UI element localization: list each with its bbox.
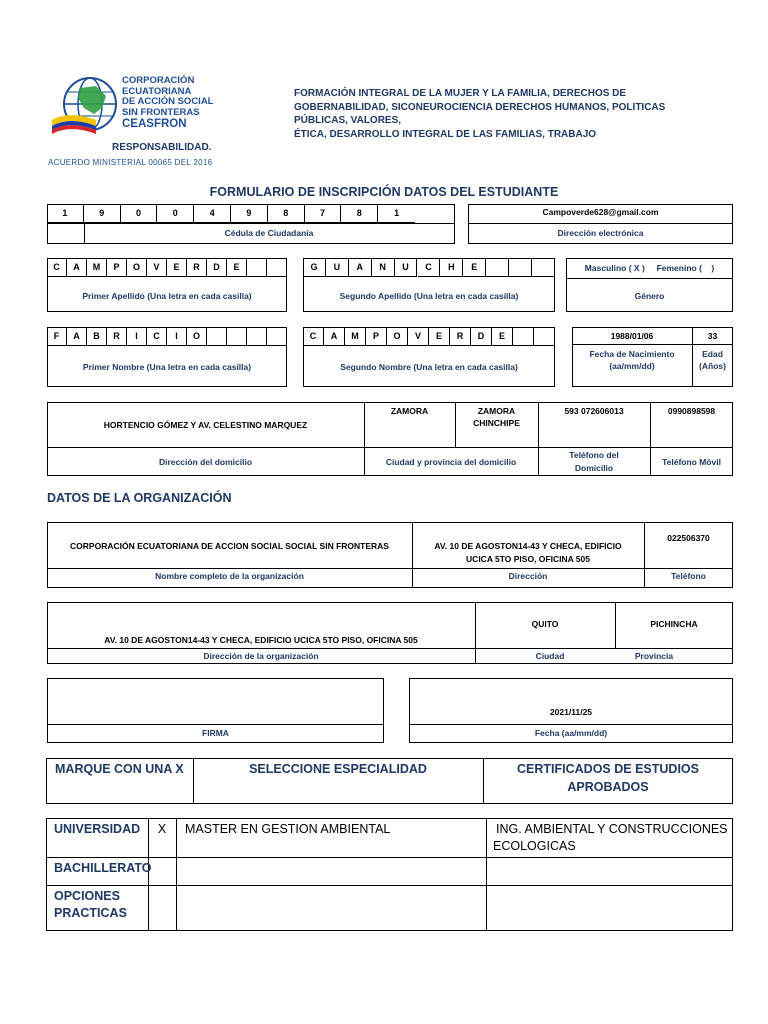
id-digit-cell[interactable]: 9 [84,204,121,223]
home-province-value[interactable]: ZAMORA [477,406,516,416]
gender-options[interactable]: Masculino ( X ) Femenino ( ) [584,263,715,273]
org-city-label: Ciudad [535,651,565,661]
level-highschool: BACHILLERATO [54,861,152,875]
name1-letter-cell[interactable]: C [147,327,167,346]
description-line: ÉTICA, DESARROLLO INTEGRAL DE LAS FAMILIAS, TRABAJO [294,128,597,140]
id-digit-cell[interactable]: 8 [341,204,378,223]
name2-letter-cell[interactable]: D [471,327,492,346]
mark-header: MARQUE CON UNA X [55,762,184,776]
surname1-letter-cell[interactable]: D [207,258,227,277]
name2-letter-cell[interactable]: E [492,327,513,346]
name2-letter-cell[interactable]: A [324,327,345,346]
org-address-value-2: UCICA 5TO PISO, OFICINA 505 [466,554,590,564]
surname2-letter-cell[interactable]: N [372,258,395,277]
org-phone-value[interactable]: 022506370 [667,533,710,543]
id-digit-cell[interactable]: 8 [268,204,305,223]
certificate-cell-highschool[interactable] [486,858,733,885]
org-phone-label: Teléfono [671,571,706,581]
surname1-letter-cell[interactable]: A [67,258,87,277]
level-practical-2: PRACTICAS [54,906,127,920]
name1-letter-cell[interactable] [267,327,287,346]
name1-letter-cell[interactable]: I [167,327,187,346]
signature-date-value[interactable]: 2021/11/25 [549,707,593,717]
id-digit-cell[interactable]: 0 [157,204,194,223]
specialty-cell-university[interactable]: MASTER EN GESTION AMBIENTAL [185,822,391,836]
org-name-value[interactable]: CORPORACIÓN ECUATORIANA DE ACCION SOCIAL SOCIAL SIN FRONTERAS [70,541,389,551]
org-full-address-label: Dirección de la organización [203,651,319,661]
gender-label: Género [634,291,665,301]
age-value[interactable]: 33 [707,331,718,341]
certificate-cell-practical[interactable] [486,886,733,931]
name1-letter-cell[interactable]: F [47,327,67,346]
home-province-value-2: CHINCHIPE [473,418,520,428]
name1-letter-cell[interactable]: O [187,327,207,346]
org-province-label: Provincia [634,651,674,661]
surname1-letter-cell[interactable] [247,258,267,277]
surname2-letter-cell[interactable] [486,258,509,277]
org-name-line: DE ACCIÓN SOCIAL [122,96,214,107]
signature-date-label: Fecha (aa/mm/dd) [534,728,608,738]
birth-date-value[interactable]: 1988/01/06 [610,331,654,341]
age-unit: (Años) [699,361,726,371]
name2-letter-cell[interactable]: P [366,327,387,346]
logo [50,74,120,136]
level-practical: OPCIONES [54,889,120,903]
surname1-letter-cell[interactable]: O [127,258,147,277]
certificates-header-2: APROBADOS [567,780,649,794]
birth-date-label: Fecha de Nacimiento [589,349,675,359]
name1-letter-cell[interactable]: I [127,327,147,346]
org-address-value[interactable]: AV. 10 DE AGOSTON14-43 Y CHECA, EDIFICIO [434,541,622,551]
email-label: Dirección electrónica [557,228,644,238]
home-phone-value[interactable]: 593 072606013 [564,406,624,416]
surname1-letter-cell[interactable]: P [107,258,127,277]
name2-letter-cell[interactable]: R [450,327,471,346]
org-description [294,87,674,141]
ministerial-agreement: ACUERDO MINISTERIAL 00065 DEL 2016 [48,158,213,167]
mark-cell-university[interactable]: X [157,822,167,836]
name1-label: Primer Nombre (Una letra en cada casilla) [82,362,252,372]
org-name-line: ECUATORIANA [122,85,192,97]
surname1-letter-cell[interactable]: C [47,258,67,277]
level-university: UNIVERSIDAD [54,822,141,836]
home-address-value[interactable]: HORTENCIO GÓMEZ Y AV. CELESTINO MARQUEZ [103,420,308,430]
specialty-header: SELECCIONE ESPECIALIDAD [249,762,427,776]
surname2-letter-cell[interactable]: G [303,258,326,277]
birth-date-format: (aa/mm/dd) [609,361,655,371]
id-digit-cell[interactable]: 7 [305,204,342,223]
id-digit-cell[interactable]: 1 [378,204,415,223]
name2-letter-cell[interactable]: M [345,327,366,346]
surname1-letter-cell[interactable]: M [87,258,107,277]
name1-letter-cell[interactable]: B [87,327,107,346]
name1-letter-cell[interactable] [247,327,267,346]
surname2-letter-cell[interactable]: C [418,258,441,277]
id-digit-cell[interactable]: 4 [194,204,231,223]
name2-letter-cell[interactable] [513,327,534,346]
surname2-letter-cell[interactable]: A [349,258,372,277]
description-line: GOBERNABILIDAD, SICONEUROCIENCIA DERECHOS HUMANOS, POLITICAS [294,101,666,113]
certificate-cell-university[interactable]: ING. AMBIENTAL Y CONSTRUCCIONES [496,822,728,836]
name1-letter-cell[interactable] [207,327,227,346]
surname2-label: Segundo Apellido (Una letra en cada casilla) [339,291,519,301]
surname1-letter-cell[interactable] [267,258,287,277]
age-label: Edad [702,349,723,359]
email-value[interactable]: Campoverde628@gmail.com [542,207,659,217]
globe-logo-icon [50,74,120,136]
org-name-line: SIN FRONTERAS [122,106,200,118]
name2-letter-cell[interactable]: E [429,327,450,346]
surname1-letter-cell[interactable]: R [187,258,207,277]
name1-letter-cell[interactable] [227,327,247,346]
surname2-letter-cell[interactable]: H [440,258,463,277]
org-address-label: Dirección [508,571,548,581]
id-digit-cell[interactable]: 0 [121,204,158,223]
id-label: Cédula de Ciudadanía [224,228,314,238]
mobile-value[interactable]: 0990898598 [667,406,716,416]
surname2-letter-cell[interactable]: E [463,258,486,277]
surname2-letter-cell[interactable]: U [326,258,349,277]
mobile-label: Teléfono Móvil [662,457,721,467]
org-city-value[interactable]: QUITO [531,619,559,629]
name2-letter-cell[interactable]: V [408,327,429,346]
signature-label: FIRMA [202,728,229,738]
certificate-cell-university-2: ECOLOGICAS [493,839,576,853]
home-phone-label-2: Domicilio [574,463,614,473]
form-title: FORMULARIO DE INSCRIPCIÓN DATOS DEL ESTUDIANTE [209,185,559,199]
org-section-title: DATOS DE LA ORGANIZACIÓN [47,491,232,505]
name2-letter-cell[interactable]: C [303,327,324,346]
surname2-letter-cell[interactable] [532,258,555,277]
home-address-label: Dirección del domicilio [158,457,253,467]
specialty-cell-highschool[interactable] [176,858,486,885]
org-name-label: Nombre completo de la organización [155,571,304,581]
id-digit-cell[interactable]: 1 [47,204,84,223]
surname2-letter-cell[interactable]: U [395,258,418,277]
name2-letter-cell[interactable]: O [387,327,408,346]
surname1-label: Primer Apellido (Una letra en cada casilla) [82,291,252,301]
mark-cell-highschool[interactable] [148,858,176,885]
specialty-cell-practical[interactable] [176,886,486,931]
surname1-letter-cell[interactable]: E [167,258,187,277]
city-province-label: Ciudad y provincia del domicilio [385,457,517,467]
description-line: FORMACIÓN INTEGRAL DE LA MUJER Y LA FAMILIA, DERECHOS DE [294,88,627,99]
org-acronym: CEASFRON [122,118,187,130]
org-name-block [122,76,232,131]
home-phone-label: Teléfono del [569,450,619,460]
description-line: PÚBLICAS, VALORES, [294,115,402,126]
surname2-letter-cell[interactable] [509,258,532,277]
name2-label: Segundo Nombre (Una letra en cada casilla) [340,362,518,372]
org-full-address-value[interactable]: AV. 10 DE AGOSTON14-43 Y CHECA, EDIFICIO UCICA 5TO PISO, OFICINA 505 [104,635,418,645]
name2-letter-cell[interactable] [534,327,555,346]
org-province-value[interactable]: PICHINCHA [650,619,698,629]
id-digit-cell[interactable]: 9 [231,204,268,223]
motto: RESPONSABILIDAD. [112,142,212,153]
surname1-letter-cell[interactable]: E [227,258,247,277]
surname1-letter-cell[interactable]: V [147,258,167,277]
mark-cell-practical[interactable] [148,886,176,931]
org-name-line: CORPORACIÓN [122,75,195,86]
home-city-value[interactable]: ZAMORA [390,406,429,416]
name1-letter-cell[interactable]: A [67,327,87,346]
name1-letter-cell[interactable]: R [107,327,127,346]
certificates-header: CERTIFICADOS DE ESTUDIOS [517,762,699,776]
